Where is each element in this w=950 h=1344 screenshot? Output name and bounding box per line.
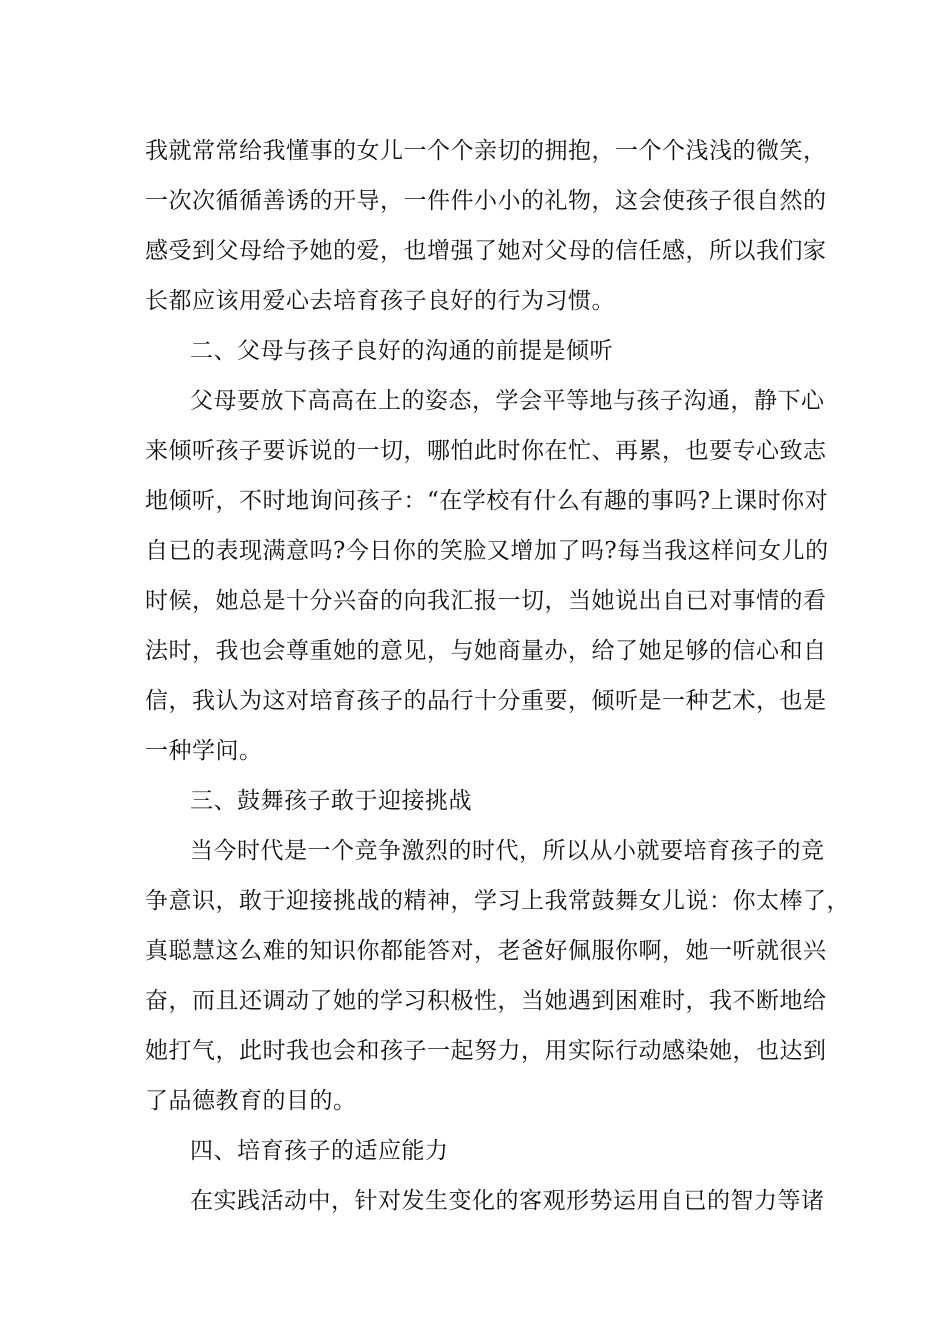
body-text-line: 来倾听孩子要诉说的一切，哪怕此时你在忙、再累，也要专心致志: [145, 438, 827, 464]
body-text-line: 一种学问。: [145, 738, 263, 764]
body-text-line: 我就常常给我懂事的女儿一个个亲切的拥抱，一个个浅浅的微笑，: [145, 138, 827, 164]
paragraph-first-line: 当今时代是一个竞争激烈的时代，所以从小就要培育孩子的竞: [190, 838, 825, 864]
body-text-line: 时候，她总是十分兴奋的向我汇报一切，当她说出自已对事情的看: [145, 588, 827, 614]
body-text-line: 地倾听，不时地询问孩子：“在学校有什么有趣的事吗?上课时你对: [145, 488, 829, 514]
body-text-line: 法时，我也会尊重她的意见，与她商量办，给了她足够的信心和自: [145, 638, 827, 664]
section-heading: 四、培育孩子的适应能力: [190, 1138, 449, 1164]
body-text-line: 奋，而且还调动了她的学习积极性，当她遇到困难时，我不断地给: [145, 988, 827, 1014]
body-text-line: 了品德教育的目的。: [145, 1088, 357, 1114]
body-text-line: 她打气，此时我也会和孩子一起努力，用实际行动感染她，也达到: [145, 1038, 827, 1064]
body-text-line: 信，我认为这对培育孩子的品行十分重要，倾听是一种艺术，也是: [145, 688, 827, 714]
body-text-line: 真聪慧这么难的知识你都能答对，老爸好佩服你啊，她一听就很兴: [145, 938, 827, 964]
body-text-line: 争意识，敢于迎接挑战的精神，学习上我常鼓舞女儿说：你太棒了，: [145, 888, 850, 914]
body-text-line: 一次次循循善诱的开导，一件件小小的礼物，这会使孩子很自然的: [145, 188, 827, 214]
body-text-line: 感受到父母给予她的爱，也增强了她对父母的信任感，所以我们家: [145, 238, 827, 264]
section-heading: 二、父母与孩子良好的沟通的前提是倾听: [190, 338, 613, 364]
body-text-line: 长都应该用爱心去培育孩子良好的行为习惯。: [145, 288, 615, 314]
section-heading: 三、鼓舞孩子敢于迎接挑战: [190, 788, 472, 814]
body-text-line: 自已的表现满意吗?今日你的笑脸又增加了吗?每当我这样问女儿的: [145, 538, 829, 564]
paragraph-first-line: 父母要放下高高在上的姿态，学会平等地与孩子沟通，静下心: [190, 388, 825, 414]
paragraph-first-line: 在实践活动中，针对发生变化的客观形势运用自已的智力等诸: [190, 1188, 825, 1214]
